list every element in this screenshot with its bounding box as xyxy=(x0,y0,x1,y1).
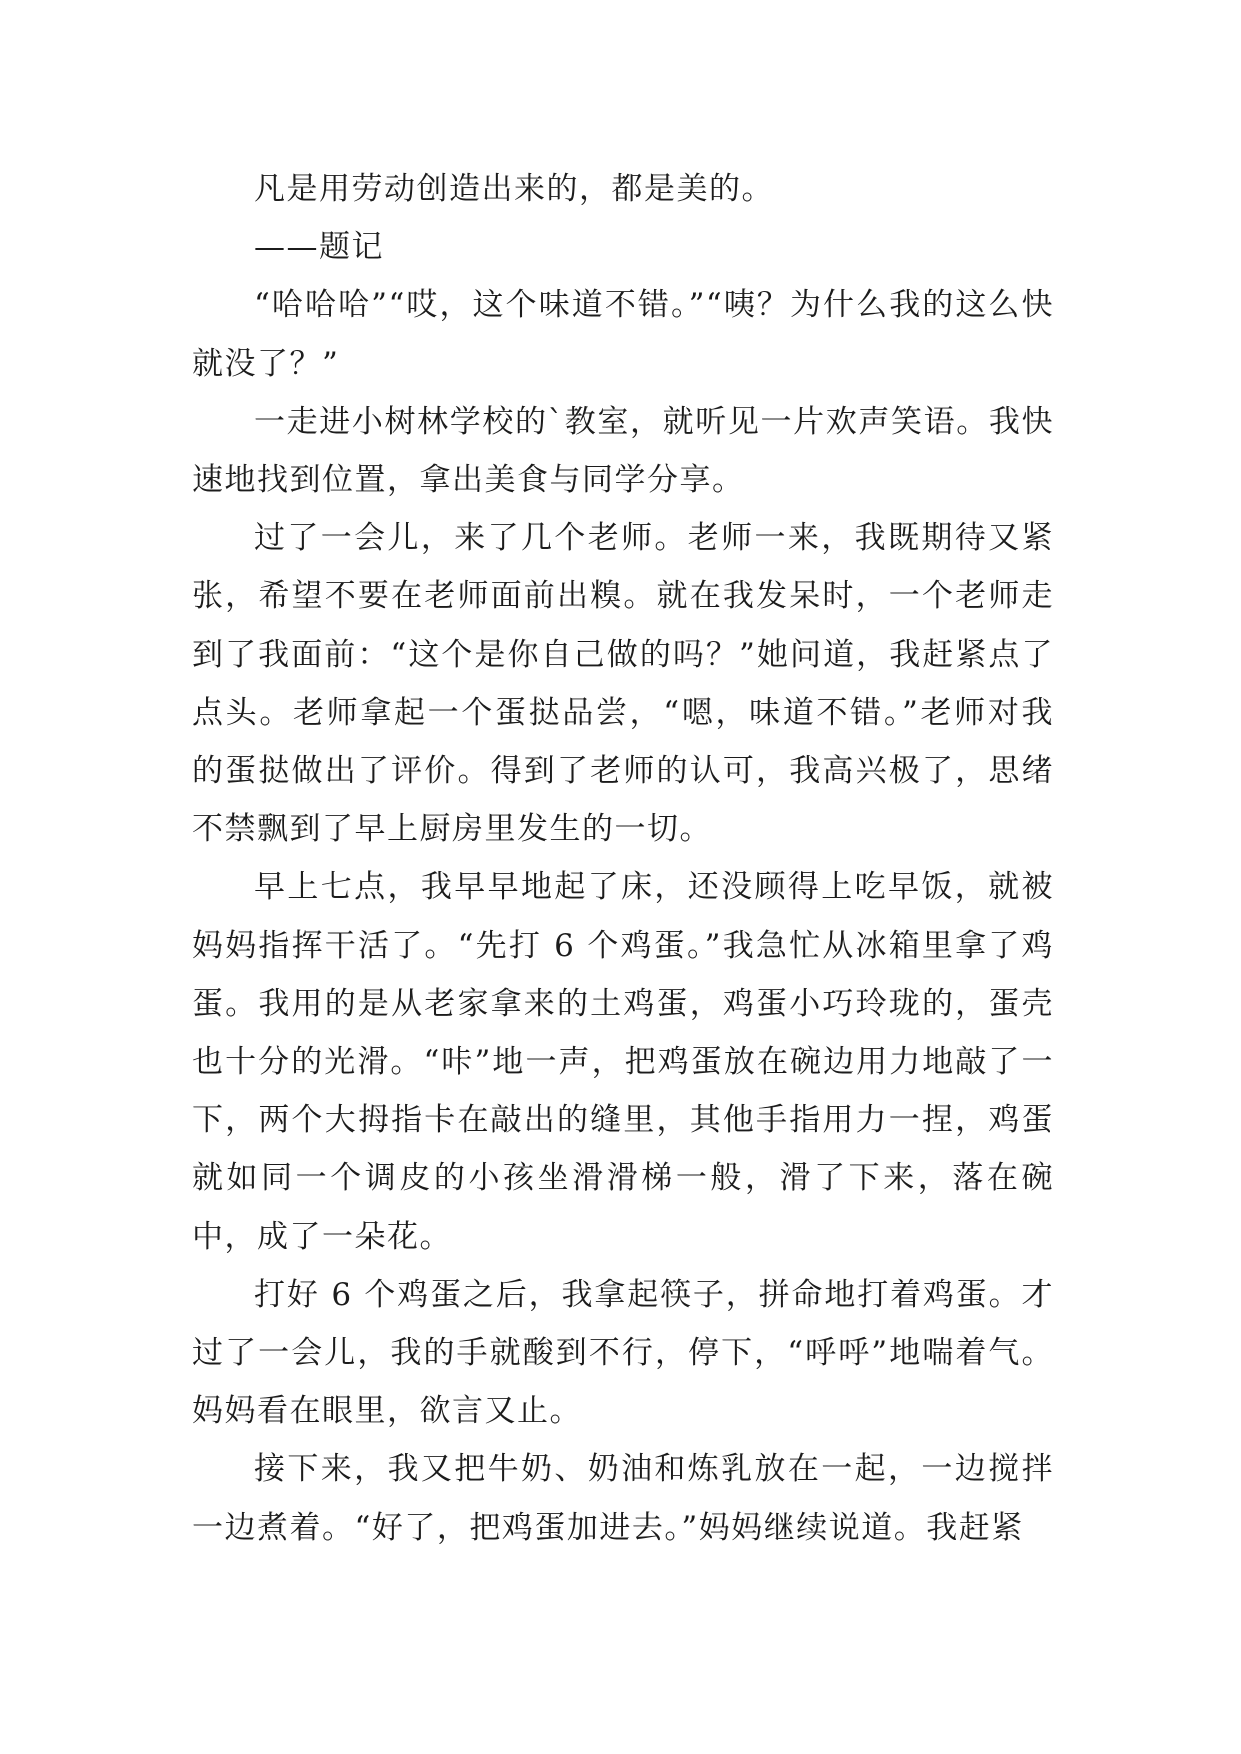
paragraph-beating-eggs: 打好 6 个鸡蛋之后，我拿起筷子，拼命地打着鸡蛋。才过了一会儿，我的手就酸到不行，停下，“呼呼”地喘着气。妈妈看在眼里，欲言又止。 xyxy=(192,1276,1054,1430)
epigraph-attribution: ——题记 xyxy=(254,229,384,266)
paragraph-classroom: 一走进小树林学校的`教室，就听见一片欢声笑语。我快速地找到位置，拿出美食与同学分享。 xyxy=(192,403,1054,499)
epigraph: 凡是用劳动创造出来的，都是美的。 xyxy=(254,171,774,207)
paragraph-mixing: 接下来，我又把牛奶、奶油和炼乳放在一起，一边搅拌一边煮着。“好了，把鸡蛋加进去。”妈妈继续说道。我赶紧 xyxy=(192,1451,1054,1546)
paragraph-morning: 早上七点，我早早地起了床，还没顾得上吃早饭，就被妈妈指挥干活了。“先打 6 个鸡蛋。”我急忙从冰箱里拿了鸡蛋。我用的是从老家拿来的土鸡蛋，鸡蛋小巧玲珑的，蛋壳也十分的光滑。“咔”地一声，把鸡蛋放在碗边用力地敲了一下，两个大拇指卡在敲出的缝里，其他手指用力一捏，鸡蛋就如同一个调皮的小孩坐滑滑梯一般，滑了下来，落在碗中，成了一朵花。 xyxy=(192,869,1054,1255)
essay-body xyxy=(192,160,1054,1557)
paragraph-teacher: 过了一会儿，来了几个老师。老师一来，我既期待又紧张，希望不要在老师面前出糗。就在我发呆时，一个老师走到了我面前：“这个是你自己做的吗？”她问道，我赶紧点了点头。老师拿起一个蛋挞品尝，“嗯，味道不错。”老师对我的蛋挞做出了评价。得到了老师的认可，我高兴极了，思绪不禁飘到了早上厨房里发生的一切。 xyxy=(192,520,1054,848)
paragraph-dialogue: “哈哈哈”“哎，这个味道不错。”“咦？为什么我的这么快就没了？” xyxy=(192,287,1054,382)
